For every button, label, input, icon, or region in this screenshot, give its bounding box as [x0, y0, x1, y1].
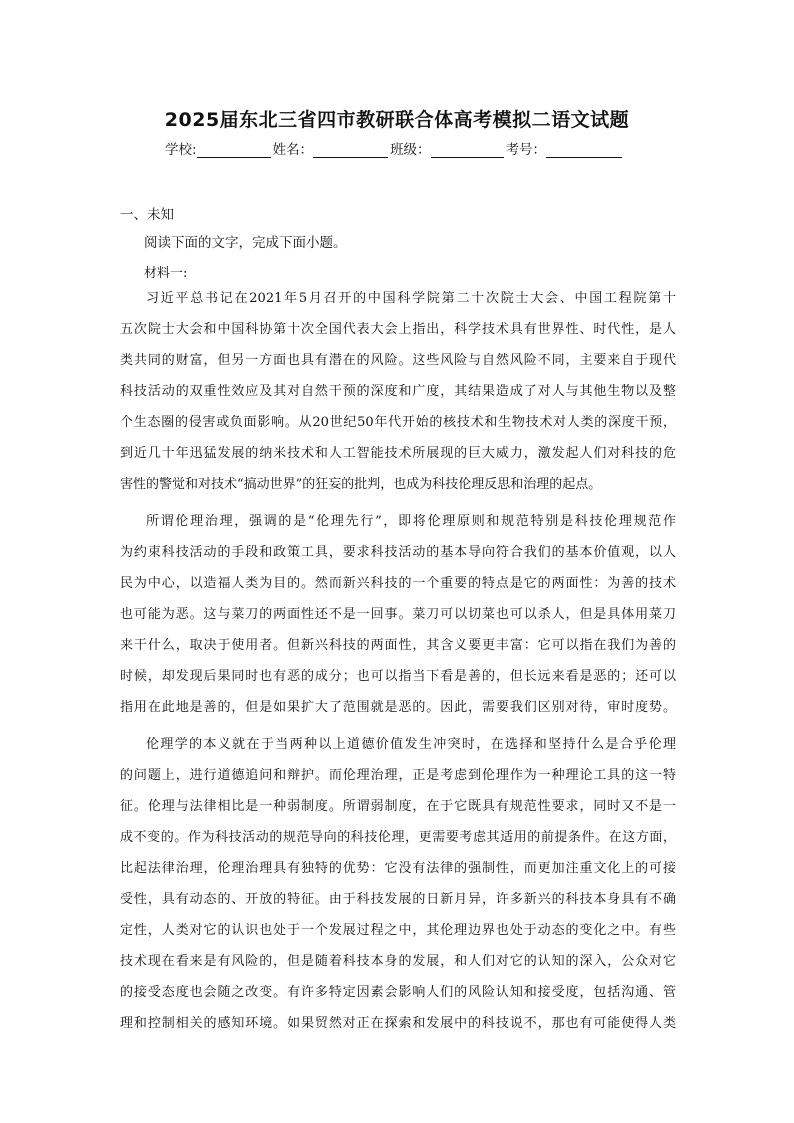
text-line: 来干什么，取决于使用者。但新兴科技的两面性，其含义要更丰富：它可以指在我们为善的 [120, 638, 676, 653]
class-blank[interactable] [431, 143, 504, 158]
name-label: 姓名： [272, 142, 314, 158]
text-line: 理和控制相关的感知环境。如果贸然对正在探索和发展中的科技说不，那也有可能使得人类 [120, 1016, 676, 1031]
text-line: 的问题上，进行道德追问和辩护。而伦理治理，正是考虑到伦理作为一种理论工具的这一特 [120, 768, 676, 783]
text-line: 伦理学的本义就在于当两种以上道德价值发生冲突时，在选择和坚持什么是合乎伦理 [146, 737, 676, 752]
section-heading: 一、未知 [120, 207, 174, 223]
text-line: 为约束科技活动的手段和政策工具，要求科技活动的基本导向符合我们的基本价值观，以人 [120, 545, 676, 560]
school-label: 学校: [165, 142, 197, 158]
text-line: 比起法律治理，伦理治理具有独特的优势：它没有法律的强制性，而更加注重文化上的可接 [120, 861, 676, 876]
text-line: 五次院士大会和中国科协第十次全国代表大会上指出，科学技术具有世界性、时代性，是人 [120, 322, 676, 337]
exam-no-label: 考号： [505, 142, 547, 158]
text-line: 指用在此地是善的，但是如果扩大了范围就是恶的。因此，需要我们区别对待，审时度势。 [120, 700, 676, 715]
student-info-row [165, 138, 624, 158]
text-line: 的接受态度也会随之改变。有许多特定因素会影响人们的风险认知和接受度，包括沟通、管 [120, 985, 676, 1000]
text-line: 所谓伦理治理，强调的是“伦理先行”，即将伦理原则和规范特别是科技伦理规范作 [146, 514, 676, 529]
text-line: 成不变的。作为科技活动的规范导向的科技伦理，更需要考虑其适用的前提条件。在这方面， [120, 830, 676, 845]
text-line: 个生态圈的侵害或负面影响。从20世纪50年代开始的核技术和生物技术对人类的深度干预， [120, 415, 676, 430]
text-line: 习近平总书记在2021年5月召开的中国科学院第二十次院士大会、中国工程院第十 [146, 291, 676, 306]
text-line: 定性，人类对它的认识也处于一个发展过程之中，其伦理边界也处于动态的变化之中。有些 [120, 923, 676, 938]
class-label: 班级： [390, 142, 431, 158]
text-line: 民为中心，以造福人类为目的。然而新兴科技的一个重要的特点是它的两面性：为善的技术 [120, 576, 676, 591]
name-blank[interactable] [313, 143, 388, 158]
text-line: 技术现在看来是有风险的，但是随着科技本身的发展，和人们对它的认知的深入，公众对它 [120, 954, 676, 969]
text-line: 时候，却发现后果同时也有恶的成分；也可以指当下看是善的，但长远来看是恶的；还可以 [120, 669, 676, 684]
text-line: 害性的警觉和对技术“搞动世界”的狂妄的批判，也成为科技伦理反思和治理的起点。 [120, 477, 602, 492]
exam-no-blank[interactable] [546, 143, 622, 158]
reading-instruction: 阅读下面的文字，完成下面小题。 [144, 235, 347, 251]
text-line: 也可能为恶。这与菜刀的两面性还不是一回事。菜刀可以切菜也可以杀人，但是具体用菜刀 [120, 607, 676, 622]
text-line: 科技活动的双重性效应及其对自然干预的深度和广度，其结果造成了对人与其他生物以及整 [120, 384, 676, 399]
material-label: 材料一: [144, 266, 188, 281]
text-line: 到近几十年迅猛发展的纳米技术和人工智能技术所展现的巨大威力，激发起人们对科技的危 [120, 446, 676, 461]
text-line: 受性，具有动态的、开放的特征。由于科技发展的日新月异，许多新兴的科技本身具有不确 [120, 892, 676, 907]
text-line: 类共同的财富，但另一方面也具有潜在的风险。这些风险与自然风险不同，主要来自于现代 [120, 353, 676, 368]
text-line: 征。伦理与法律相比是一种弱制度。所谓弱制度，在于它既具有规范性要求，同时又不是一 [120, 799, 676, 814]
school-blank[interactable] [197, 143, 271, 158]
page-title: 2025届东北三省四市教研联合体高考模拟二语文试题 [164, 109, 630, 131]
